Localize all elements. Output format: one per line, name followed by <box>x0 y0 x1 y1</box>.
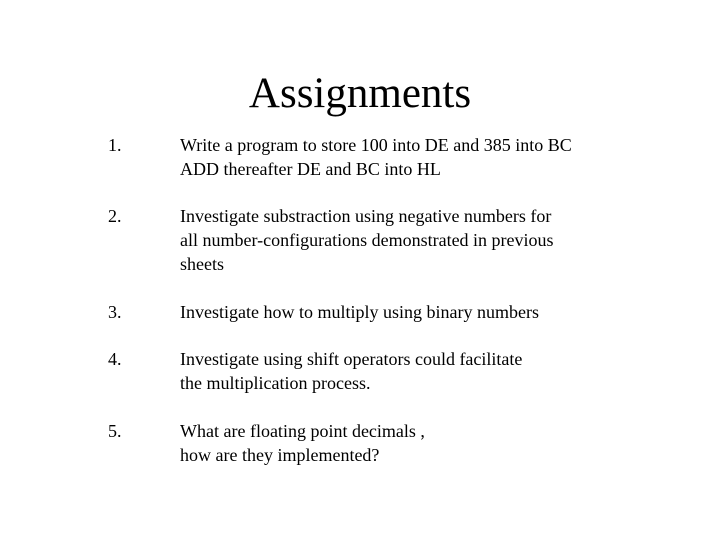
slide-title <box>0 68 720 120</box>
assignment-text-line: the multiplication process. <box>180 373 371 393</box>
assignment-text-line: Investigate how to multiply using binary numbers <box>180 302 539 322</box>
assignment-text-line: how are they implemented? <box>180 445 380 465</box>
assignment-text <box>180 347 640 395</box>
assignment-number: 1. <box>108 135 122 155</box>
assignment-text-line: Investigate substraction using negative numbers for <box>180 206 552 226</box>
assignment-text <box>180 204 640 276</box>
assignment-text <box>180 419 640 467</box>
assignment-number: 3. <box>108 302 122 322</box>
assignment-text-line: sheets <box>180 254 224 274</box>
assignment-number: 5. <box>108 421 122 441</box>
assignment-number: 2. <box>108 206 122 226</box>
assignment-text-line: Write a program to store 100 into DE and 385 into BC <box>180 135 572 155</box>
assignment-number: 4. <box>108 349 122 369</box>
assignment-text-line: What are floating point decimals , <box>180 421 425 441</box>
assignment-text <box>180 300 640 324</box>
assignment-text-line: all number-configurations demonstrated in previous <box>180 230 554 250</box>
assignment-text <box>180 133 640 181</box>
assignment-text-line: ADD thereafter DE and BC into HL <box>180 159 441 179</box>
slide-title-text: Assignments <box>248 70 472 117</box>
assignment-text-line: Investigate using shift operators could facilitate <box>180 349 523 369</box>
